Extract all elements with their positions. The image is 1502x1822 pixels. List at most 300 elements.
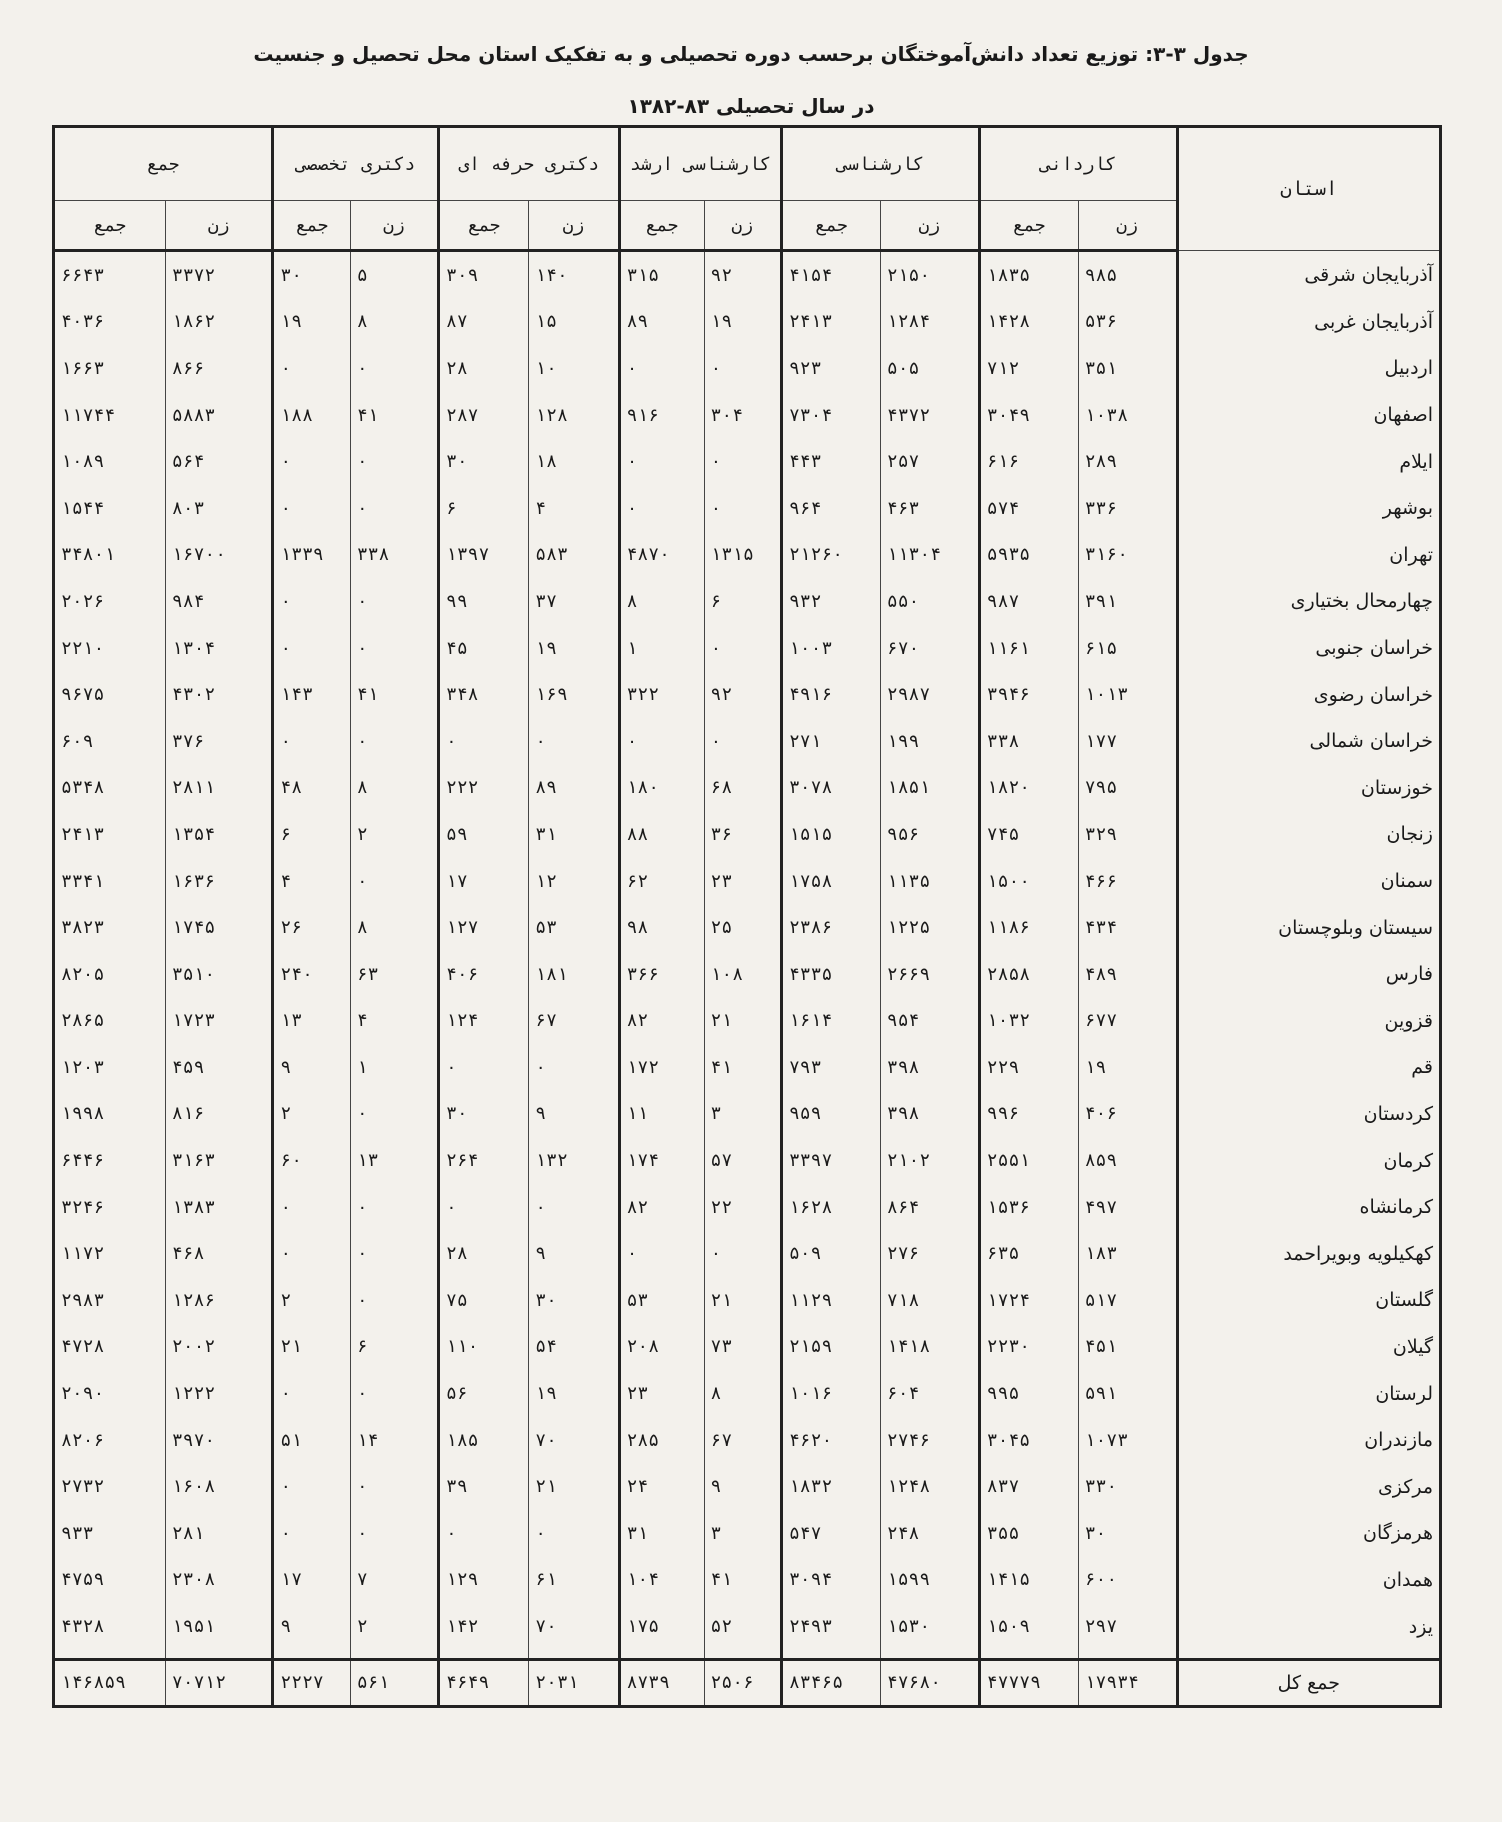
table-cell: ۲۰۰۲ bbox=[165, 1324, 273, 1371]
table-cell: ۳۰۴ bbox=[704, 392, 781, 439]
table-cell: ۱۲۹ bbox=[438, 1557, 528, 1604]
header-total: جمع bbox=[979, 201, 1078, 251]
table-cell: ۱۸۳۵ bbox=[979, 251, 1078, 299]
table-cell: ۱۴۱۵ bbox=[979, 1557, 1078, 1604]
table-cell: ۳۹ bbox=[438, 1463, 528, 1510]
table-cell: ۴۸ bbox=[273, 765, 350, 812]
table-cell: ۰ bbox=[619, 485, 704, 532]
table-cell: ۱۳۰۴ bbox=[165, 625, 273, 672]
table-cell: ۳۹۱ bbox=[1078, 578, 1177, 625]
table-cell: ۴۸۷۰ bbox=[619, 532, 704, 579]
table-cell: ۲۲۲ bbox=[438, 765, 528, 812]
table-cell: ۱۲۰۳ bbox=[54, 1044, 166, 1091]
table-cell: ۳۸۲۳ bbox=[54, 904, 166, 951]
table-cell: ۲۶۶۹ bbox=[880, 951, 979, 998]
table-cell: ۱۸۳ bbox=[1078, 1230, 1177, 1277]
table-row bbox=[54, 858, 1441, 905]
table-cell: ۳۳۸ bbox=[979, 718, 1078, 765]
table-cell: ۷۰ bbox=[529, 1603, 619, 1659]
table-cell: ۳۶ bbox=[704, 811, 781, 858]
table-cell: ۶۱۵ bbox=[1078, 625, 1177, 672]
table-cell: ۱۸۱ bbox=[529, 951, 619, 998]
table-cell: ۸۲ bbox=[619, 1184, 704, 1231]
table-cell: ۱۱۷۴۴ bbox=[54, 392, 166, 439]
table-cell: ۱۳۳۹ bbox=[273, 532, 350, 579]
table-cell: ۵۶ bbox=[438, 1370, 528, 1417]
table-cell: ۸۵۹ bbox=[1078, 1137, 1177, 1184]
table-cell: ۳۴۸۰۱ bbox=[54, 532, 166, 579]
page-subtitle: در سال تحصیلی ۸۳-۱۳۸۲ bbox=[627, 94, 875, 118]
table-cell: ۲ bbox=[273, 1091, 350, 1138]
table-row bbox=[54, 1044, 1441, 1091]
total-cell: ۲۵۰۶ bbox=[704, 1659, 781, 1706]
province-name: ایلام bbox=[1177, 438, 1440, 485]
table-cell: ۵۱۷ bbox=[1078, 1277, 1177, 1324]
table-row bbox=[54, 299, 1441, 346]
province-name: قم bbox=[1177, 1044, 1440, 1091]
table-row bbox=[54, 765, 1441, 812]
table-cell: ۱۹ bbox=[704, 299, 781, 346]
table-cell: ۱۶۳۶ bbox=[165, 858, 273, 905]
table-cell: ۱۵ bbox=[529, 299, 619, 346]
table-cell: ۷۳۰۴ bbox=[781, 392, 880, 439]
table-cell: ۲۳۸۶ bbox=[781, 904, 880, 951]
province-name: آذربایجان شرقی bbox=[1177, 251, 1440, 299]
table-cell: ۰ bbox=[350, 1277, 438, 1324]
province-name: کهکیلویه وبویراحمد bbox=[1177, 1230, 1440, 1277]
header-total: جمع bbox=[619, 201, 704, 251]
table-cell: ۰ bbox=[438, 1184, 528, 1231]
table-cell: ۲۱۰۲ bbox=[880, 1137, 979, 1184]
table-cell: ۵۳ bbox=[529, 904, 619, 951]
total-cell: ۴۷۷۷۹ bbox=[979, 1659, 1078, 1706]
table-cell: ۵۵۰ bbox=[880, 578, 979, 625]
table-cell: ۴۵۱ bbox=[1078, 1324, 1177, 1371]
table-cell: ۵۳۴۸ bbox=[54, 765, 166, 812]
table-cell: ۱۲۲۲ bbox=[165, 1370, 273, 1417]
table-cell: ۲۴۱۳ bbox=[781, 299, 880, 346]
table-cell: ۵۷۴ bbox=[979, 485, 1078, 532]
table-cell: ۶۳۵ bbox=[979, 1230, 1078, 1277]
table-cell: ۶۷ bbox=[704, 1417, 781, 1464]
table-cell: ۲۷۶ bbox=[880, 1230, 979, 1277]
table-cell: ۲۵۵۱ bbox=[979, 1137, 1078, 1184]
table-cell: ۹ bbox=[704, 1463, 781, 1510]
table-cell: ۱۱۸۶ bbox=[979, 904, 1078, 951]
table-cell: ۳۳۶ bbox=[1078, 485, 1177, 532]
table-cell: ۲۸ bbox=[438, 345, 528, 392]
table-cell: ۰ bbox=[529, 1510, 619, 1557]
table-cell: ۲۷۱ bbox=[781, 718, 880, 765]
table-cell: ۷۱۸ bbox=[880, 1277, 979, 1324]
table-cell: ۹ bbox=[273, 1603, 350, 1659]
table-cell: ۱۰۳۸ bbox=[1078, 392, 1177, 439]
header-female: زن bbox=[165, 201, 273, 251]
table-cell: ۱۹ bbox=[529, 625, 619, 672]
table-cell: ۴۶۶ bbox=[1078, 858, 1177, 905]
table-cell: ۱۹ bbox=[1078, 1044, 1177, 1091]
table-cell: ۱۰۴ bbox=[619, 1557, 704, 1604]
table-cell: ۱۳۱۵ bbox=[704, 532, 781, 579]
table-cell: ۶۰۰ bbox=[1078, 1557, 1177, 1604]
table-cell: ۲۲۳۰ bbox=[979, 1324, 1078, 1371]
table-cell: ۴۱ bbox=[704, 1557, 781, 1604]
table-row bbox=[54, 671, 1441, 718]
table-cell: ۲۲۹ bbox=[979, 1044, 1078, 1091]
table-cell: ۹ bbox=[529, 1091, 619, 1138]
table-cell: ۱۹ bbox=[273, 299, 350, 346]
table-cell: ۰ bbox=[438, 1044, 528, 1091]
table-cell: ۲ bbox=[273, 1277, 350, 1324]
table-cell: ۲۵ bbox=[704, 904, 781, 951]
table-cell: ۰ bbox=[273, 438, 350, 485]
table-cell: ۲۸۹ bbox=[1078, 438, 1177, 485]
province-name: اردبیل bbox=[1177, 345, 1440, 392]
table-cell: ۲۳ bbox=[619, 1370, 704, 1417]
table-row bbox=[54, 998, 1441, 1045]
table-cell: ۵۹۱ bbox=[1078, 1370, 1177, 1417]
table-cell: ۱۹ bbox=[529, 1370, 619, 1417]
table-cell: ۸۷ bbox=[438, 299, 528, 346]
table-cell: ۱۰۱۶ bbox=[781, 1370, 880, 1417]
table-cell: ۹۸۵ bbox=[1078, 251, 1177, 299]
table-cell: ۱۴۳ bbox=[273, 671, 350, 718]
province-name: تهران bbox=[1177, 532, 1440, 579]
table-cell: ۲ bbox=[350, 1603, 438, 1659]
header-group-phd: دکتری تخصصی bbox=[273, 127, 439, 201]
table-cell: ۲۸۶۵ bbox=[54, 998, 166, 1045]
table-cell: ۰ bbox=[350, 578, 438, 625]
table-cell: ۴۳۲۸ bbox=[54, 1603, 166, 1659]
table-cell: ۹۵۶ bbox=[880, 811, 979, 858]
table-cell: ۱۳۹۷ bbox=[438, 532, 528, 579]
table-cell: ۱۵۳۶ bbox=[979, 1184, 1078, 1231]
table-cell: ۵۳۶ bbox=[1078, 299, 1177, 346]
province-name: کردستان bbox=[1177, 1091, 1440, 1138]
table-cell: ۱۵۱۵ bbox=[781, 811, 880, 858]
table-cell: ۹۳۳ bbox=[54, 1510, 166, 1557]
table-cell: ۳۱۶۳ bbox=[165, 1137, 273, 1184]
table-cell: ۵۴۷ bbox=[781, 1510, 880, 1557]
table-cell: ۸۶۴ bbox=[880, 1184, 979, 1231]
table-cell: ۳۱۶۰ bbox=[1078, 532, 1177, 579]
header-female: زن bbox=[529, 201, 619, 251]
table-cell: ۴۱۵۴ bbox=[781, 251, 880, 299]
table-cell: ۸۱۶ bbox=[165, 1091, 273, 1138]
table-cell: ۳۰ bbox=[438, 438, 528, 485]
table-cell: ۵۱ bbox=[273, 1417, 350, 1464]
table-cell: ۰ bbox=[704, 718, 781, 765]
header-group-master: کارشناسی ارشد bbox=[619, 127, 781, 201]
table-cell: ۰ bbox=[704, 485, 781, 532]
table-cell: ۰ bbox=[350, 485, 438, 532]
table-cell: ۹۸۴ bbox=[165, 578, 273, 625]
table-cell: ۳۵۱ bbox=[1078, 345, 1177, 392]
table-row bbox=[54, 1370, 1441, 1417]
table-cell: ۴۷۵۹ bbox=[54, 1557, 166, 1604]
table-cell: ۶۳ bbox=[350, 951, 438, 998]
table-cell: ۳۲۴۶ bbox=[54, 1184, 166, 1231]
total-cell: ۲۲۲۷ bbox=[273, 1659, 350, 1706]
header-female: زن bbox=[880, 201, 979, 251]
total-cell: ۴۶۴۹ bbox=[438, 1659, 528, 1706]
table-cell: ۳۹۸ bbox=[880, 1091, 979, 1138]
table-cell: ۱۸۳۲ bbox=[781, 1463, 880, 1510]
table-cell: ۱۷۴۵ bbox=[165, 904, 273, 951]
table-cell: ۰ bbox=[619, 438, 704, 485]
table-cell: ۶۲ bbox=[619, 858, 704, 905]
province-name: زنجان bbox=[1177, 811, 1440, 858]
table-cell: ۵۴ bbox=[529, 1324, 619, 1371]
table-cell: ۰ bbox=[273, 1510, 350, 1557]
table-cell: ۶۸ bbox=[704, 765, 781, 812]
table-cell: ۹۲ bbox=[704, 671, 781, 718]
table-cell: ۰ bbox=[273, 485, 350, 532]
table-row bbox=[54, 438, 1441, 485]
table-cell: ۸ bbox=[350, 299, 438, 346]
table-cell: ۳ bbox=[704, 1091, 781, 1138]
graduates-table bbox=[52, 125, 1442, 1708]
table-cell: ۲۸۵۸ bbox=[979, 951, 1078, 998]
table-cell: ۳۷ bbox=[529, 578, 619, 625]
table-row bbox=[54, 532, 1441, 579]
table-cell: ۷۰ bbox=[529, 1417, 619, 1464]
province-name: لرستان bbox=[1177, 1370, 1440, 1417]
table-cell: ۲۱ bbox=[273, 1324, 350, 1371]
table-cell: ۶۷۷ bbox=[1078, 998, 1177, 1045]
header-total: جمع bbox=[54, 201, 166, 251]
table-cell: ۴۳۳۵ bbox=[781, 951, 880, 998]
table-cell: ۱۷ bbox=[438, 858, 528, 905]
header-total: جمع bbox=[438, 201, 528, 251]
table-cell: ۰ bbox=[350, 1230, 438, 1277]
table-cell: ۱۴۱۸ bbox=[880, 1324, 979, 1371]
table-cell: ۱۳۲ bbox=[529, 1137, 619, 1184]
table-cell: ۰ bbox=[619, 718, 704, 765]
table-cell: ۰ bbox=[529, 1044, 619, 1091]
table-cell: ۰ bbox=[529, 718, 619, 765]
table-row bbox=[54, 1230, 1441, 1277]
table-row bbox=[54, 1324, 1441, 1371]
table-cell: ۰ bbox=[704, 438, 781, 485]
table-cell: ۶۶۴۳ bbox=[54, 251, 166, 299]
table-cell: ۲۱ bbox=[704, 998, 781, 1045]
province-name: آذربایجان غربی bbox=[1177, 299, 1440, 346]
table-cell: ۱۰۱۳ bbox=[1078, 671, 1177, 718]
table-cell: ۰ bbox=[350, 858, 438, 905]
table-cell: ۹۳۲ bbox=[781, 578, 880, 625]
total-cell: ۸۳۴۶۵ bbox=[781, 1659, 880, 1706]
table-cell: ۱۲۴ bbox=[438, 998, 528, 1045]
table-cell: ۵۸۳ bbox=[529, 532, 619, 579]
table-cell: ۰ bbox=[350, 1091, 438, 1138]
table-cell: ۱۰۳۲ bbox=[979, 998, 1078, 1045]
table-cell: ۵۳ bbox=[619, 1277, 704, 1324]
table-cell: ۵۷ bbox=[704, 1137, 781, 1184]
table-cell: ۵۰۵ bbox=[880, 345, 979, 392]
table-cell: ۲۶ bbox=[273, 904, 350, 951]
table-cell: ۴۵ bbox=[438, 625, 528, 672]
table-cell: ۶۱۶ bbox=[979, 438, 1078, 485]
table-cell: ۱۲۸۶ bbox=[165, 1277, 273, 1324]
table-row bbox=[54, 1184, 1441, 1231]
province-name: کرمانشاه bbox=[1177, 1184, 1440, 1231]
table-cell: ۲ bbox=[350, 811, 438, 858]
table-cell: ۹۹۶ bbox=[979, 1091, 1078, 1138]
table-cell: ۰ bbox=[350, 1184, 438, 1231]
table-cell: ۹۲۳ bbox=[781, 345, 880, 392]
table-cell: ۷۹۵ bbox=[1078, 765, 1177, 812]
table-cell: ۰ bbox=[273, 1463, 350, 1510]
province-name: مازندران bbox=[1177, 1417, 1440, 1464]
table-cell: ۳۹۴۶ bbox=[979, 671, 1078, 718]
table-cell: ۱۵۹۹ bbox=[880, 1557, 979, 1604]
table-cell: ۱۷۴ bbox=[619, 1137, 704, 1184]
table-cell: ۱۱۶۱ bbox=[979, 625, 1078, 672]
total-cell: ۷۰۷۱۲ bbox=[165, 1659, 273, 1706]
table-row bbox=[54, 1091, 1441, 1138]
table-cell: ۲۲ bbox=[704, 1184, 781, 1231]
table-cell: ۱۲۲۵ bbox=[880, 904, 979, 951]
province-name: سمنان bbox=[1177, 858, 1440, 905]
table-cell: ۰ bbox=[619, 1230, 704, 1277]
table-cell: ۸۲۰۶ bbox=[54, 1417, 166, 1464]
table-cell: ۰ bbox=[273, 578, 350, 625]
table-cell: ۲۴۰ bbox=[273, 951, 350, 998]
table-cell: ۸۹ bbox=[619, 299, 704, 346]
province-name: مرکزی bbox=[1177, 1463, 1440, 1510]
table-row bbox=[54, 718, 1441, 765]
table-cell: ۴۵۹ bbox=[165, 1044, 273, 1091]
header-total: جمع bbox=[781, 201, 880, 251]
total-cell: ۸۷۳۹ bbox=[619, 1659, 704, 1706]
table-cell: ۱۵۳۰ bbox=[880, 1603, 979, 1659]
table-cell: ۱۰۰۳ bbox=[781, 625, 880, 672]
table-cell: ۱۳۵۴ bbox=[165, 811, 273, 858]
province-name: خوزستان bbox=[1177, 765, 1440, 812]
table-cell: ۴۱ bbox=[350, 392, 438, 439]
table-cell: ۵ bbox=[350, 251, 438, 299]
table-cell: ۶۰۴ bbox=[880, 1370, 979, 1417]
table-cell: ۱ bbox=[619, 625, 704, 672]
header-female: زن bbox=[704, 201, 781, 251]
table-cell: ۶ bbox=[273, 811, 350, 858]
table-cell: ۰ bbox=[273, 345, 350, 392]
province-name: چهارمحال بختیاری bbox=[1177, 578, 1440, 625]
total-cell: ۱۷۹۳۴ bbox=[1078, 1659, 1177, 1706]
table-cell: ۶۷ bbox=[529, 998, 619, 1045]
table-cell: ۳۹۸ bbox=[880, 1044, 979, 1091]
province-name: یزد bbox=[1177, 1603, 1440, 1659]
total-cell: ۲۰۳۱ bbox=[529, 1659, 619, 1706]
table-cell: ۴۶۲۰ bbox=[781, 1417, 880, 1464]
header-total: جمع bbox=[273, 201, 350, 251]
table-cell: ۴۱ bbox=[704, 1044, 781, 1091]
table-cell: ۸۸ bbox=[619, 811, 704, 858]
table-row bbox=[54, 251, 1441, 299]
table-cell: ۹۸ bbox=[619, 904, 704, 951]
table-cell: ۳۹۷۰ bbox=[165, 1417, 273, 1464]
province-name: همدان bbox=[1177, 1557, 1440, 1604]
table-cell: ۱۷ bbox=[273, 1557, 350, 1604]
table-cell: ۰ bbox=[438, 718, 528, 765]
table-row bbox=[54, 1137, 1441, 1184]
table-cell: ۴ bbox=[529, 485, 619, 532]
table-cell: ۱۶۲۸ bbox=[781, 1184, 880, 1231]
table-cell: ۳۵۱۰ bbox=[165, 951, 273, 998]
table-cell: ۴۳۰۲ bbox=[165, 671, 273, 718]
table-cell: ۳۳۷۲ bbox=[165, 251, 273, 299]
table-cell: ۰ bbox=[704, 625, 781, 672]
header-group-associate: کاردانی bbox=[979, 127, 1177, 201]
table-cell: ۱۶۶۳ bbox=[54, 345, 166, 392]
table-cell: ۱۷۷ bbox=[1078, 718, 1177, 765]
table-cell: ۲۳ bbox=[704, 858, 781, 905]
table-cell: ۵۶۴ bbox=[165, 438, 273, 485]
table-cell: ۰ bbox=[350, 1370, 438, 1417]
table-cell: ۱۷۲ bbox=[619, 1044, 704, 1091]
table-body bbox=[54, 251, 1441, 1660]
table-cell: ۱۵۰۹ bbox=[979, 1603, 1078, 1659]
header-group-total: جمع bbox=[54, 127, 273, 201]
table-cell: ۲۰۹۰ bbox=[54, 1370, 166, 1417]
table-cell: ۹۹ bbox=[438, 578, 528, 625]
table-cell: ۴۶۸ bbox=[165, 1230, 273, 1277]
table-cell: ۲۰۸ bbox=[619, 1324, 704, 1371]
table-cell: ۱۴۲ bbox=[438, 1603, 528, 1659]
table-row bbox=[54, 1510, 1441, 1557]
table-cell: ۱۶۰۸ bbox=[165, 1463, 273, 1510]
table-cell: ۳۰۴۹ bbox=[979, 392, 1078, 439]
table-cell: ۰ bbox=[273, 1370, 350, 1417]
table-cell: ۲۱۵۹ bbox=[781, 1324, 880, 1371]
table-row bbox=[54, 1463, 1441, 1510]
table-cell: ۷۱۲ bbox=[979, 345, 1078, 392]
table-cell: ۷ bbox=[350, 1557, 438, 1604]
page-title: جدول ۳-۳: توزیع تعداد دانش‌آموختگان برحسب دوره تحصیلی و به تفکیک استان محل تحصیل و جنسیت bbox=[253, 42, 1249, 66]
total-cell: ۵۶۱ bbox=[350, 1659, 438, 1706]
province-name: خراسان جنوبی bbox=[1177, 625, 1440, 672]
table-cell: ۲۰۲۶ bbox=[54, 578, 166, 625]
table-cell: ۱۸۰ bbox=[619, 765, 704, 812]
table-cell: ۱۲۷ bbox=[438, 904, 528, 951]
table-cell: ۱۸۵۱ bbox=[880, 765, 979, 812]
table-cell: ۲۹۸۷ bbox=[880, 671, 979, 718]
table-cell: ۱۸۶۲ bbox=[165, 299, 273, 346]
table-cell: ۰ bbox=[273, 718, 350, 765]
table-cell: ۲۲۱۰ bbox=[54, 625, 166, 672]
table-row bbox=[54, 625, 1441, 672]
table-cell: ۲۸۵ bbox=[619, 1417, 704, 1464]
table-cell: ۴۰۶ bbox=[438, 951, 528, 998]
header-female: زن bbox=[1078, 201, 1177, 251]
table-cell: ۲۹۷ bbox=[1078, 1603, 1177, 1659]
table-cell: ۳۴۸ bbox=[438, 671, 528, 718]
table-cell: ۵۲ bbox=[704, 1603, 781, 1659]
table-header bbox=[54, 127, 1441, 251]
table-row bbox=[54, 345, 1441, 392]
table-cell: ۱ bbox=[350, 1044, 438, 1091]
table-cell: ۶۴۴۶ bbox=[54, 1137, 166, 1184]
table-cell: ۹۱۶ bbox=[619, 392, 704, 439]
table-cell: ۰ bbox=[350, 625, 438, 672]
table-cell: ۳۰۹۴ bbox=[781, 1557, 880, 1604]
table-cell: ۸۳۷ bbox=[979, 1463, 1078, 1510]
table-cell: ۵۰۹ bbox=[781, 1230, 880, 1277]
table-cell: ۳۰ bbox=[273, 251, 350, 299]
table-cell: ۶ bbox=[704, 578, 781, 625]
table-cell: ۰ bbox=[350, 438, 438, 485]
